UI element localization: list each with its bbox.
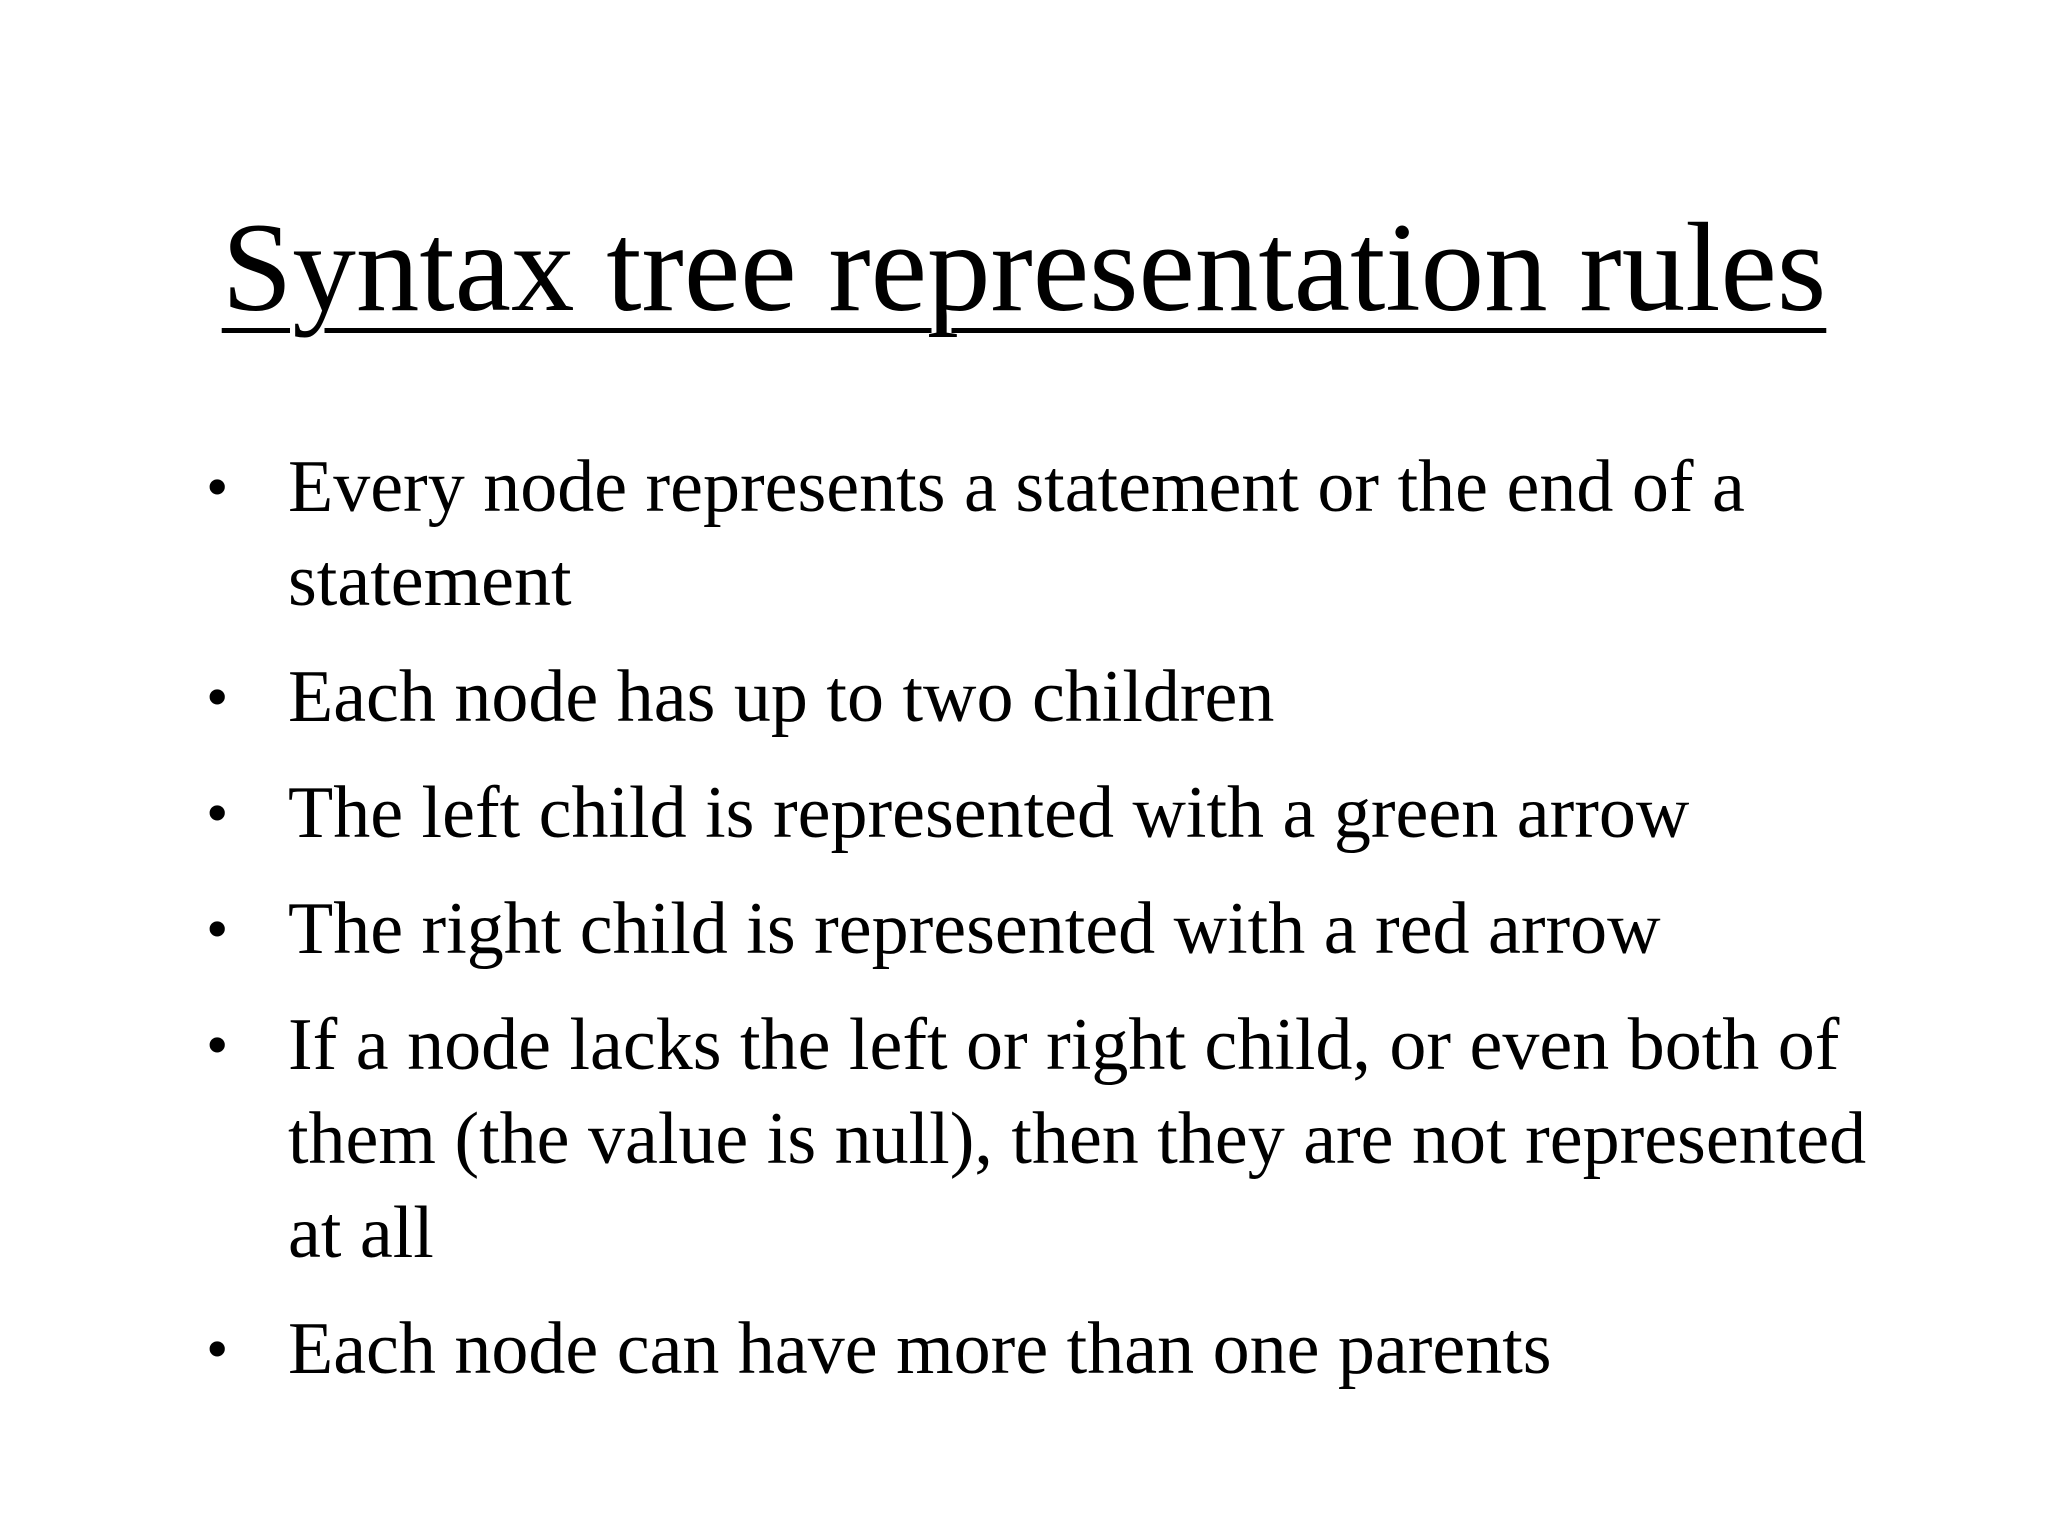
- bullet-text: Each node can have more than one parents: [288, 1308, 1552, 1390]
- bullet-icon: •: [206, 1313, 229, 1384]
- bullet-icon: •: [206, 451, 229, 522]
- bullet-icon: •: [206, 777, 229, 848]
- bullet-icon: •: [206, 661, 229, 732]
- bullet-item: [206, 882, 1908, 976]
- bullet-icon: •: [206, 893, 229, 964]
- bullet-text: The left child is represented with a green arrow: [288, 772, 1690, 854]
- bullet-text: Each node has up to two children: [288, 656, 1275, 738]
- bullet-item: [206, 1302, 1908, 1396]
- bullet-item: [206, 440, 1908, 628]
- slide-title-text: Syntax tree representation rules: [221, 198, 1827, 338]
- bullet-list: [206, 440, 1908, 1418]
- slide-title: [0, 198, 2048, 338]
- bullet-text: Every node represents a statement or the end of a statement: [288, 446, 1745, 622]
- bullet-item: [206, 766, 1908, 860]
- bullet-text: If a node lacks the left or right child, or even both of them (the value is null), then they are not represented at all: [288, 1004, 1867, 1274]
- bullet-text: The right child is represented with a red arrow: [288, 888, 1661, 970]
- bullet-icon: •: [206, 1009, 229, 1080]
- bullet-item: [206, 650, 1908, 744]
- bullet-item: [206, 998, 1908, 1280]
